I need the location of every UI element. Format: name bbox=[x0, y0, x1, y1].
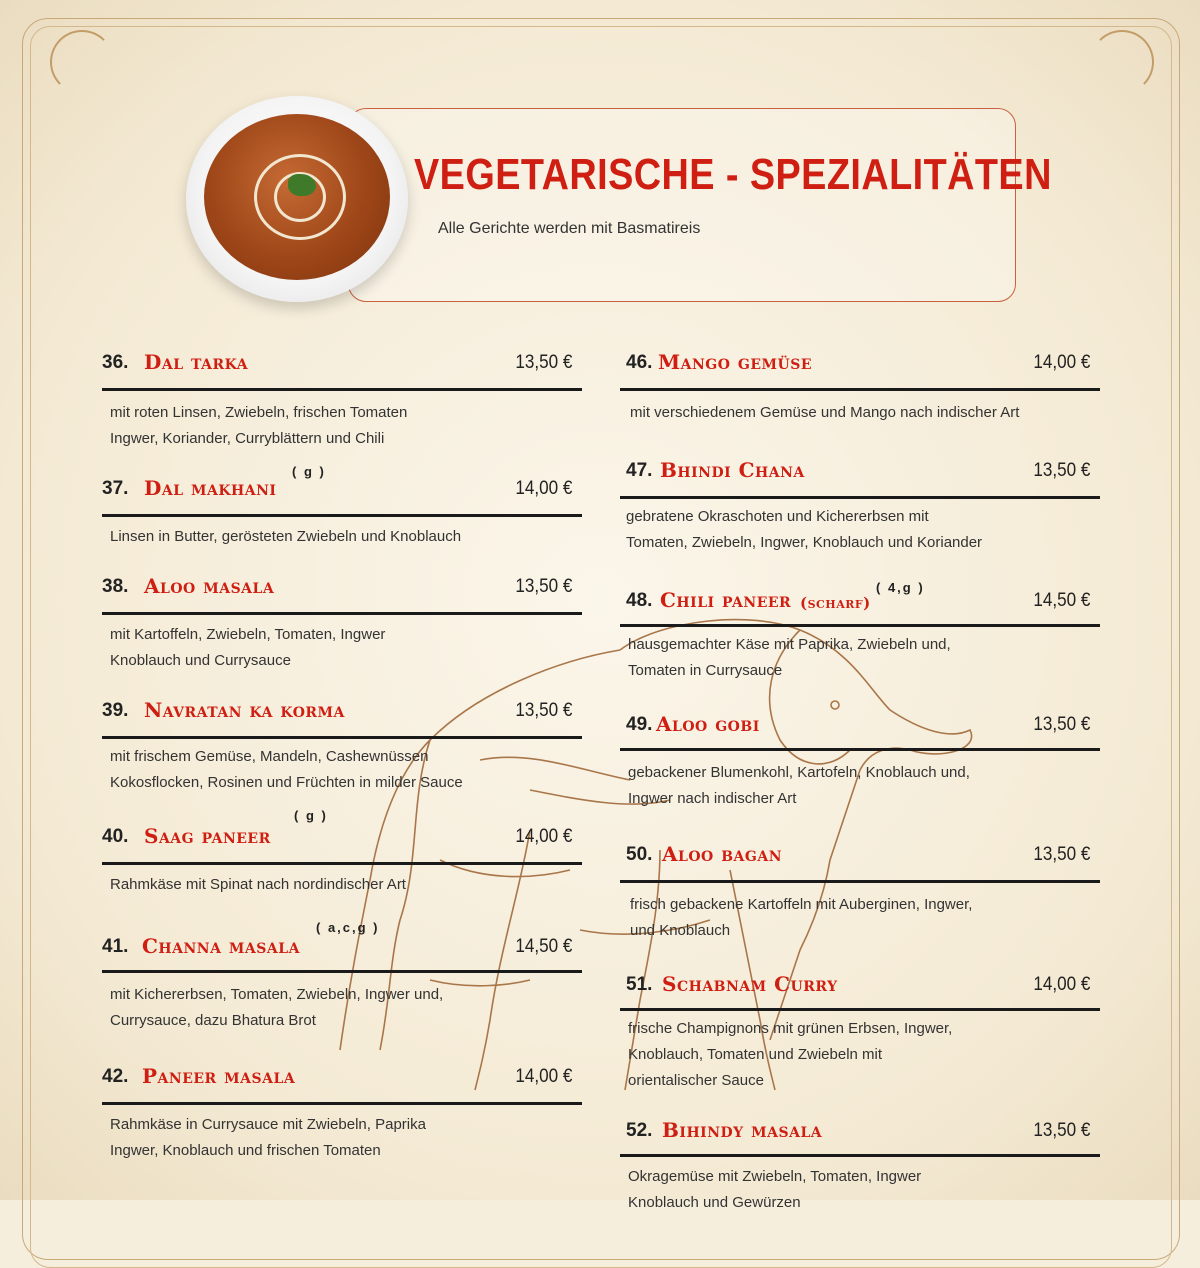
item-name: Navratan ka korma bbox=[144, 698, 345, 722]
item-name: Aloo masala bbox=[144, 574, 275, 598]
item-description: Okragemüse mit Zwiebeln, Tomaten, Ingwer Knoblauch und Gewürzen bbox=[628, 1168, 922, 1211]
dal-dish-image bbox=[186, 96, 408, 302]
item-price: 14,00 € bbox=[514, 1066, 572, 1087]
item-name: Channa masala bbox=[142, 934, 300, 958]
item-divider bbox=[102, 612, 582, 615]
item-description: mit Kartoffeln, Zwiebeln, Tomaten, Ingwer Knoblauch und Currysauce bbox=[110, 626, 386, 669]
item-divider bbox=[620, 1154, 1100, 1157]
item-number: 41. bbox=[102, 936, 129, 957]
item-number: 52. bbox=[626, 1120, 653, 1141]
item-number: 38. bbox=[102, 576, 129, 597]
allergen-note: ( g ) bbox=[294, 808, 328, 823]
frame-corner-ornament bbox=[1090, 30, 1154, 94]
item-price: 13,50 € bbox=[514, 576, 572, 597]
item-price: 13,50 € bbox=[1032, 460, 1090, 481]
item-number: 46. bbox=[626, 352, 653, 373]
item-number: 50. bbox=[626, 844, 653, 865]
item-name: Dal makhani bbox=[144, 476, 277, 500]
item-divider bbox=[620, 624, 1100, 627]
item-description: frische Champignons mit grünen Erbsen, Ingwer, Knoblauch, Tomaten und Zwiebeln mit orientalischer Sauce bbox=[628, 1020, 953, 1089]
item-name: Saag paneer bbox=[144, 824, 271, 848]
item-number: 51. bbox=[626, 974, 653, 995]
item-price: 14,00 € bbox=[1032, 352, 1090, 373]
item-price: 13,50 € bbox=[1032, 1120, 1090, 1141]
item-divider bbox=[102, 1102, 582, 1105]
item-divider bbox=[102, 736, 582, 739]
item-divider bbox=[620, 1008, 1100, 1011]
item-price: 14,50 € bbox=[514, 936, 572, 957]
item-description: Linsen in Butter, gerösteten Zwiebeln und Knoblauch bbox=[110, 528, 462, 545]
allergen-note: ( 4,g ) bbox=[876, 580, 925, 595]
item-description: mit verschiedenem Gemüse und Mango nach indischer Art bbox=[630, 404, 1020, 421]
item-description: gebackener Blumenkohl, Kartofeln, Knoblauch und, Ingwer nach indischer Art bbox=[628, 764, 970, 807]
item-divider bbox=[620, 880, 1100, 883]
page-subtitle: Alle Gerichte werden mit Basmatireis bbox=[438, 220, 701, 237]
item-name: Chili paneer bbox=[660, 588, 792, 612]
item-number: 47. bbox=[626, 460, 653, 481]
item-price: 13,50 € bbox=[514, 352, 572, 373]
item-divider bbox=[620, 496, 1100, 499]
item-divider bbox=[620, 748, 1100, 751]
item-description: mit Kichererbsen, Tomaten, Zwiebeln, Ingwer und, Currysauce, dazu Bhatura Brot bbox=[110, 986, 444, 1029]
item-price: 13,50 € bbox=[514, 700, 572, 721]
item-description: hausgemachter Käse mit Paprika, Zwiebeln und, Tomaten in Currysauce bbox=[628, 636, 951, 679]
item-number: 42. bbox=[102, 1066, 129, 1087]
item-description: frisch gebackene Kartoffeln mit Auberginen, Ingwer, und Knoblauch bbox=[630, 896, 973, 939]
item-number: 36. bbox=[102, 352, 129, 373]
allergen-note: ( g ) bbox=[292, 464, 326, 479]
item-price: 13,50 € bbox=[1032, 714, 1090, 735]
item-name: Schabnam Curry bbox=[662, 972, 838, 996]
spice-level: (scharf) bbox=[800, 594, 871, 612]
item-divider bbox=[102, 388, 582, 391]
item-description: gebratene Okraschoten und Kichererbsen mit Tomaten, Zwiebeln, Ingwer, Knoblauch und Koriander bbox=[626, 508, 983, 551]
header-box bbox=[348, 108, 1016, 302]
item-name: Aloo bagan bbox=[662, 842, 783, 866]
item-description: Rahmkäse in Currysauce mit Zwiebeln, Paprika Ingwer, Knoblauch und frischen Tomaten bbox=[110, 1116, 426, 1159]
allergen-note: ( a,c,g ) bbox=[316, 920, 380, 935]
item-divider bbox=[102, 862, 582, 865]
item-price: 14,00 € bbox=[514, 478, 572, 499]
item-number: 49. bbox=[626, 714, 653, 735]
item-divider bbox=[102, 970, 582, 973]
item-number: 39. bbox=[102, 700, 129, 721]
item-description: Rahmkäse mit Spinat nach nordindischer Art bbox=[110, 876, 406, 893]
item-name: Mango gemüse bbox=[658, 350, 813, 374]
item-name: Bihindy masala bbox=[662, 1118, 823, 1142]
page-title: VEGETARISCHE - SPEZIALITÄTEN bbox=[414, 150, 1052, 199]
item-divider bbox=[102, 514, 582, 517]
item-price: 14,00 € bbox=[1032, 974, 1090, 995]
item-description: mit frischem Gemüse, Mandeln, Cashewnüssen Kokosflocken, Rosinen und Früchten in milder Sauce bbox=[110, 748, 463, 791]
item-divider bbox=[620, 388, 1100, 391]
item-name: Paneer masala bbox=[142, 1064, 296, 1088]
item-name: Bhindi Chana bbox=[660, 458, 805, 482]
item-price: 14,00 € bbox=[514, 826, 572, 847]
item-number: 40. bbox=[102, 826, 129, 847]
item-price: 14,50 € bbox=[1032, 590, 1090, 611]
item-number: 37. bbox=[102, 478, 129, 499]
item-description: mit roten Linsen, Zwiebeln, frischen Tomaten Ingwer, Koriander, Curryblättern und Chili bbox=[110, 404, 408, 447]
item-name: Dal tarka bbox=[144, 350, 249, 374]
item-price: 13,50 € bbox=[1032, 844, 1090, 865]
frame-corner-ornament bbox=[50, 30, 114, 94]
item-name: Aloo gobi bbox=[656, 712, 760, 736]
item-number: 48. bbox=[626, 590, 653, 611]
